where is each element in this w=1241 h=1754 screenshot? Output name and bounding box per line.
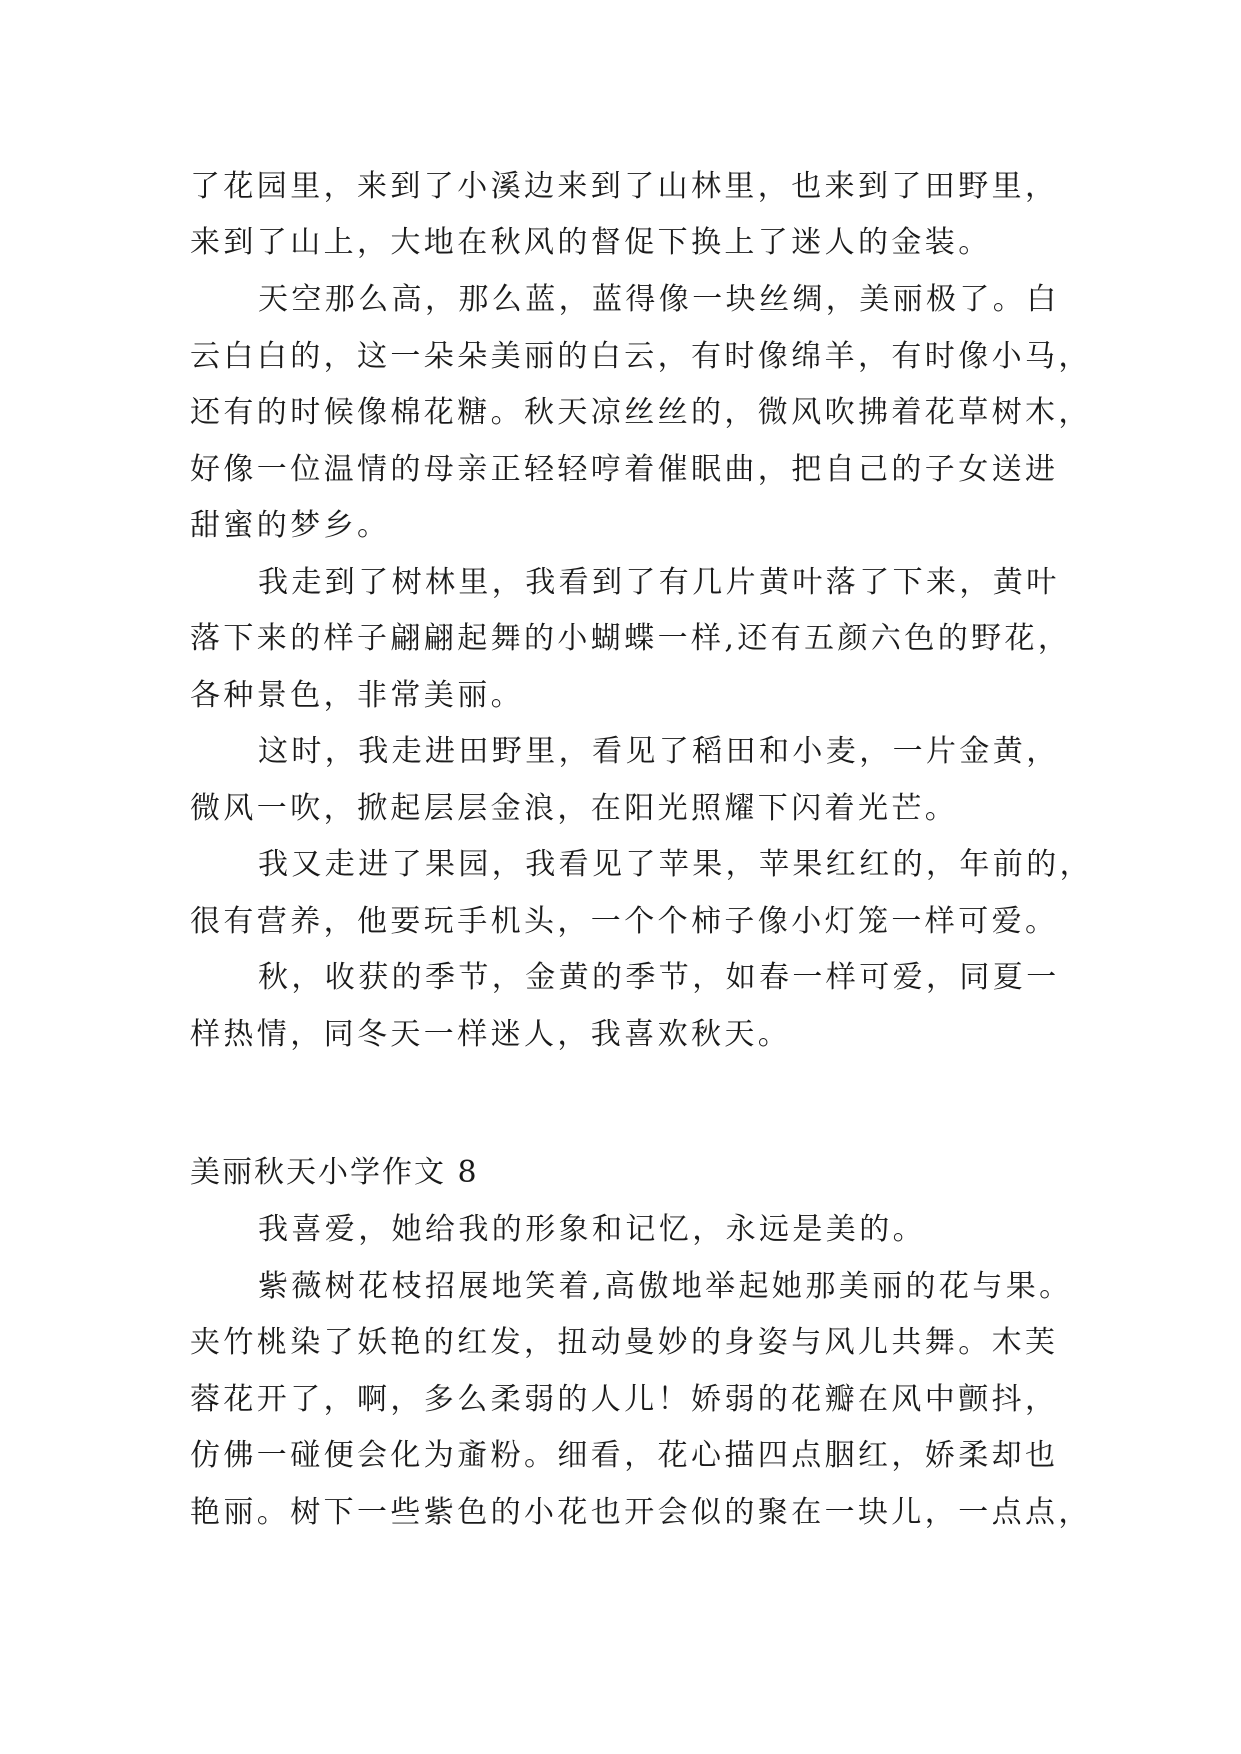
text-line: 艳丽。树下一些紫色的小花也开会似的聚在一块儿，一点点，	[190, 1495, 1092, 1530]
text-line: 好像一位温情的母亲正轻轻哼着催眠曲，把自己的子女送进	[190, 452, 1059, 487]
text-line: 夹竹桃染了妖艳的红发，扭动曼妙的身姿与风儿共舞。木芙	[190, 1325, 1059, 1360]
text-line: 了花园里，来到了小溪边来到了山林里，也来到了田野里，	[190, 169, 1059, 204]
text-line: 天空那么高，那么蓝，蓝得像一块丝绸，美丽极了。白	[258, 282, 1060, 317]
text-line: 微风一吹，掀起层层金浪，在阳光照耀下闪着光芒。	[190, 791, 959, 826]
text-line: 我又走进了果园，我看见了苹果，苹果红红的，年前的，	[258, 847, 1093, 882]
section-title: 美丽秋天小学作文 8	[190, 1155, 479, 1190]
text-line: 各种景色，非常美丽。	[190, 678, 524, 713]
text-line: 样热情，同冬天一样迷人，我喜欢秋天。	[190, 1017, 792, 1052]
text-line: 云白白的，这一朵朵美丽的白云，有时像绵羊，有时像小马，	[190, 339, 1092, 374]
text-line: 还有的时候像棉花糖。秋天凉丝丝的，微风吹拂着花草树木，	[190, 395, 1092, 430]
text-line: 这时，我走进田野里，看见了稻田和小麦，一片金黄，	[258, 734, 1060, 769]
text-line: 蓉花开了，啊，多么柔弱的人儿！娇弱的花瓣在风中颤抖，	[190, 1382, 1059, 1417]
text-line: 仿佛一碰便会化为齑粉。细看，花心描四点胭红，娇柔却也	[190, 1438, 1059, 1473]
text-line: 秋，收获的季节，金黄的季节，如春一样可爱，同夏一	[258, 960, 1060, 995]
text-line: 来到了山上，大地在秋风的督促下换上了迷人的金装。	[190, 225, 992, 260]
text-line: 我走到了树林里，我看到了有几片黄叶落了下来，黄叶	[258, 565, 1060, 600]
text-line: 我喜爱，她给我的形象和记忆，永远是美的。	[258, 1212, 926, 1247]
text-line: 甜蜜的梦乡。	[190, 508, 391, 543]
text-line: 很有营养，他要玩手机头，一个个柿子像小灯笼一样可爱。	[190, 904, 1059, 939]
text-line: 紫薇树花枝招展地笑着,高傲地举起她那美丽的花与果。	[258, 1269, 1073, 1304]
text-line: 落下来的样子翩翩起舞的小蝴蝶一样,还有五颜六色的野花，	[190, 621, 1072, 656]
